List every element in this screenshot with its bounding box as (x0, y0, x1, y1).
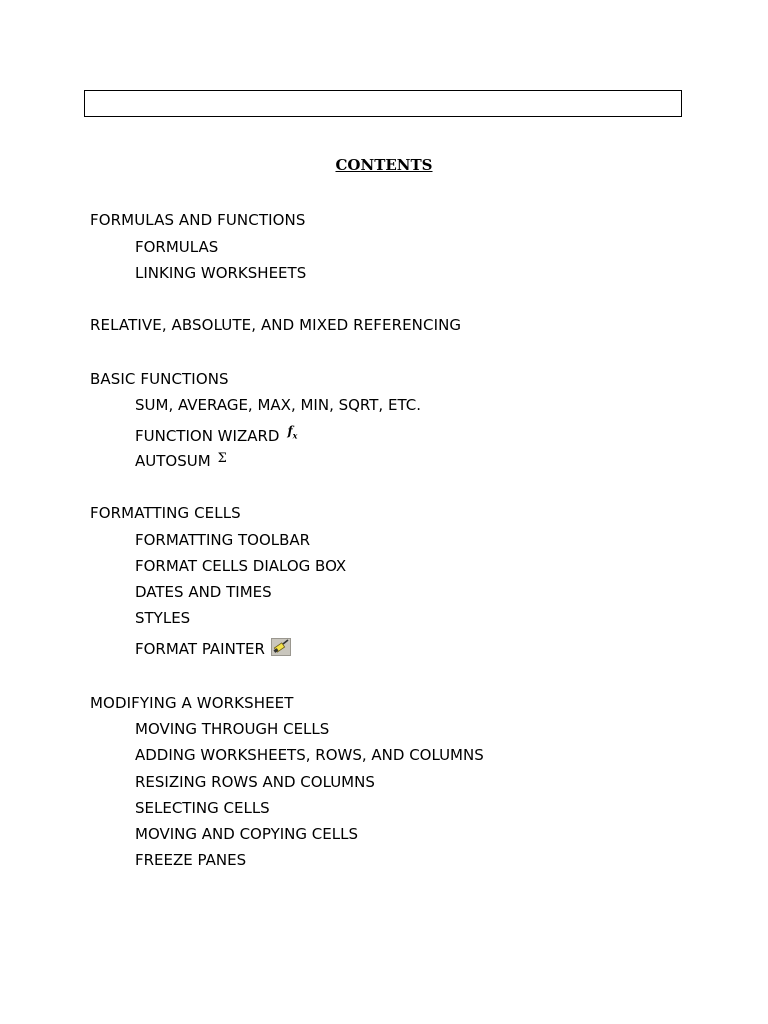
item-linking-worksheets: LINKING WORKSHEETS (135, 264, 307, 282)
item-resizing-rows: RESIZING ROWS AND COLUMNS (135, 773, 375, 791)
sigma-icon: Σ (217, 451, 227, 466)
section-heading-referencing: RELATIVE, ABSOLUTE, AND MIXED REFERENCING (90, 316, 462, 334)
item-freeze-panes: FREEZE PANES (135, 851, 247, 869)
item-autosum-label: AUTOSUM (135, 452, 211, 470)
item-selecting-cells: SELECTING CELLS (135, 799, 270, 817)
item-format-cells-dialog: FORMAT CELLS DIALOG BOX (135, 557, 347, 575)
item-moving-through-cells: MOVING THROUGH CELLS (135, 720, 330, 738)
section-heading-modifying-worksheet: MODIFYING A WORKSHEET (90, 694, 294, 712)
item-moving-copying-cells: MOVING AND COPYING CELLS (135, 825, 358, 843)
header-box (84, 90, 682, 117)
contents-title: CONTENTS (335, 156, 433, 174)
item-dates-and-times: DATES AND TIMES (135, 583, 272, 601)
item-function-wizard (135, 424, 297, 448)
item-adding-worksheets: ADDING WORKSHEETS, ROWS, AND COLUMNS (135, 746, 484, 764)
item-sum-average: SUM, AVERAGE, MAX, MIN, SQRT, ETC. (135, 396, 421, 414)
item-format-painter-label: FORMAT PAINTER (135, 640, 265, 658)
section-heading-formulas-and-functions: FORMULAS AND FUNCTIONS (90, 211, 306, 229)
item-format-painter (135, 639, 291, 659)
item-styles: STYLES (135, 609, 191, 627)
function-fx-icon: $f_x$ (287, 424, 298, 441)
item-formatting-toolbar: FORMATTING TOOLBAR (135, 531, 311, 549)
section-heading-basic-functions: BASIC FUNCTIONS (90, 370, 229, 388)
item-formulas: FORMULAS (135, 238, 219, 256)
item-function-wizard-label: FUNCTION WIZARD (135, 427, 280, 446)
paintbrush-icon (271, 638, 291, 656)
item-autosum (135, 451, 227, 471)
section-heading-formatting-cells: FORMATTING CELLS (90, 504, 241, 522)
